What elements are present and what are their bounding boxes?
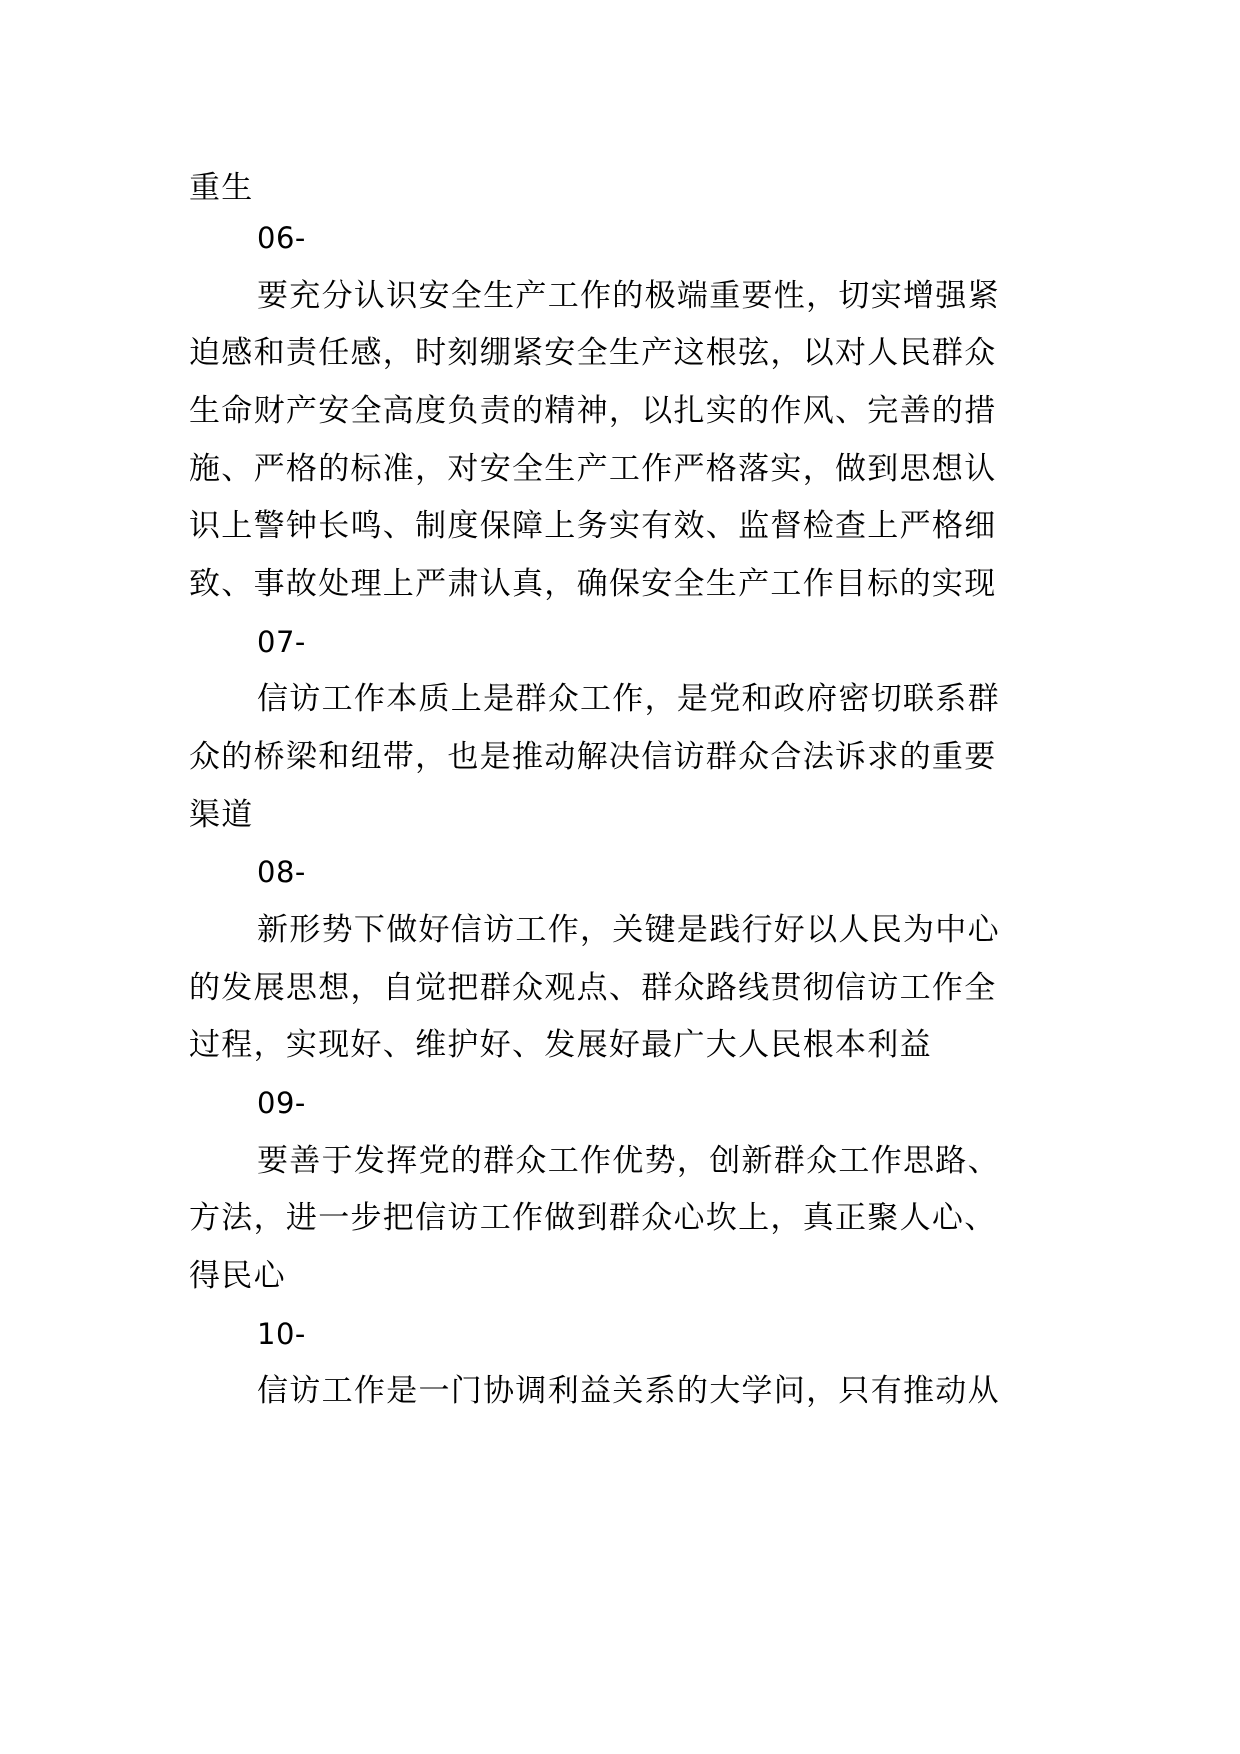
paragraph-07-line-2: 众的桥梁和纽带，也是推动解决信访群众合法诉求的重要: [189, 739, 997, 775]
paragraph-08-line-2: 的发展思想，自觉把群众观点、群众路线贯彻信访工作全: [189, 970, 997, 1006]
section-number-09: 09-: [257, 1086, 306, 1120]
paragraph-09-line-3: 得民心: [189, 1258, 286, 1294]
paragraph-08-line-3: 过程，实现好、维护好、发展好最广大人民根本利益: [189, 1027, 932, 1063]
paragraph-06-line-4: 施、严格的标准，对安全生产工作严格落实，做到思想认: [189, 451, 997, 487]
section-number-06: 06-: [257, 221, 306, 255]
paragraph-06-line-3: 生命财产安全高度负责的精神，以扎实的作风、完善的措: [189, 393, 997, 429]
section-number-10: 10-: [257, 1317, 306, 1351]
paragraph-06-line-1: 要充分认识安全生产工作的极端重要性，切实增强紧: [257, 278, 1000, 314]
section-number-07: 07-: [257, 625, 306, 659]
paragraph-09-line-2: 方法，进一步把信访工作做到群众心坎上，真正聚人心、: [189, 1200, 997, 1236]
text-line: 重生: [189, 170, 254, 206]
paragraph-06-line-5: 识上警钟长鸣、制度保障上务实有效、监督检查上严格细: [189, 508, 997, 544]
paragraph-07-line-1: 信访工作本质上是群众工作，是党和政府密切联系群: [257, 681, 1000, 717]
paragraph-06-line-6: 致、事故处理上严肃认真，确保安全生产工作目标的实现: [189, 566, 997, 602]
section-number-08: 08-: [257, 855, 306, 889]
paragraph-09-line-1: 要善于发挥党的群众工作优势，创新群众工作思路、: [257, 1143, 1000, 1179]
paragraph-06-line-2: 迫感和责任感，时刻绷紧安全生产这根弦，以对人民群众: [189, 335, 997, 371]
paragraph-07-line-3: 渠道: [189, 797, 254, 833]
paragraph-10-line-1: 信访工作是一门协调利益关系的大学问，只有推动从: [257, 1373, 1000, 1409]
paragraph-08-line-1: 新形势下做好信访工作，关键是践行好以人民为中心: [257, 912, 1000, 948]
